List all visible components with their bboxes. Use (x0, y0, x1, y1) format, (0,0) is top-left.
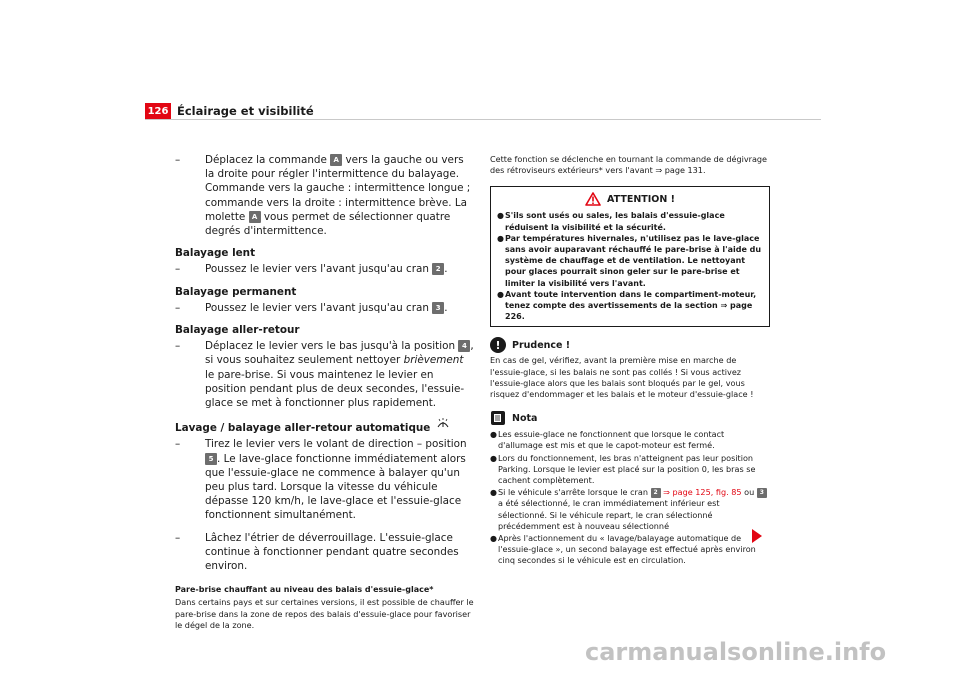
right-column (490, 154, 770, 568)
wiper-symbol-icon (437, 418, 449, 429)
list-item: ● Les essuie-glace ne fonctionnent que lorsque le contact d'allumage est mis et que le capot-moteur est fermé. (490, 429, 725, 451)
list-item: – Déplacez le levier vers le bas jusqu'à la position 4 , si vous souhaitez seulement nettoyer brièvement le pare-brise. Si vous maintenez le levier en position pendant plus de deux secondes, l'essuie-glace se met à fonctionner plus rapidement. (175, 340, 474, 410)
list-item: ● S'ils sont usés ou sales, les balais d'essuie-glace réduisent la visibilité et la sécurité. (497, 211, 725, 232)
note-icon (490, 410, 506, 426)
nota-heading: Nota (490, 410, 770, 426)
callout-a: A (249, 211, 261, 223)
list-item: – Poussez le levier vers l'avant jusqu'au cran 2 . (175, 263, 448, 276)
header-divider (145, 119, 821, 120)
left-column (175, 153, 475, 631)
list-item: – Déplacez la commande A vers la gauche ou vers la droite pour régler l'intermittence du balayage. Commande vers la gauche : intermittence longue ; commande vers la droite : intermittence brève. La molette A vous permet de sélectionner quatre degrés d'intermittence. (175, 154, 471, 238)
watermark: carmanualsonline.info (585, 638, 887, 666)
list-item: ● Après l'actionnement du « lavage/balayage automatique de l'essuie-glace », un second balayage est effectué après environ cinq secondes si le véhicule est en circulation. (490, 533, 756, 566)
paragraph: Dans certains pays et sur certaines versions, il est possible de chauffer le pare-brise dans la zone de repos des balais d'essuie-glace pour favoriser le dégel de la zone. (175, 597, 474, 630)
list-item: ● Par températures hivernales, n'utilisez pas le lave-glace sans avoir auparavant réchauffé le pare-brise à l'aide du système de chauffage et de ventilation. Le nettoyant pour glaces pourrait sinon geler sur le pare-brise et limiter la visibilité vers l'avant. (497, 233, 762, 288)
section-heading: Balayage permanent (175, 285, 297, 298)
list-item: ● Si le véhicule s'arrête lorsque le cran 2 ⇒ page 125, fig. 85 ou 3 a été sélectionné, le cran immédiatement inférieur est sélectionné. Si le véhicule repart, le cran sélectionné précédemment est à nouveau sélectionné (490, 487, 770, 532)
page-link[interactable]: ⇒ page 125, fig. 85 (663, 487, 742, 498)
page-number: 126 (145, 103, 171, 119)
section-heading: Pare-brise chauffant au niveau des balais d'essuie-glace* (175, 585, 434, 595)
prudence-heading: ! Prudence ! (490, 337, 770, 353)
list-item: ● Avant toute intervention dans le compartiment-moteur, tenez compte des avertissements de la section ⇒ page 226. (497, 289, 757, 322)
callout-2: 2 (651, 488, 661, 498)
intro-paragraph: Cette fonction se déclenche en tournant la commande de dégivrage des rétroviseurs extérieurs* vers l'avant ⇒ page 131. (490, 154, 768, 176)
attention-title: ATTENTION ! (607, 193, 675, 205)
callout-3: 3 (757, 488, 767, 498)
list-item: ● Lors du fonctionnement, les bras n'atteignent pas leur position Parking. Lorsque le levier est placé sur la position 0, les bras se cachent complètement. (490, 452, 756, 486)
list-item: – Lâchez l'étrier de déverrouillage. L'essuie-glace continue à fonctionner pendant quatre secondes environ. (175, 531, 459, 573)
page-title: Éclairage et visibilité (177, 104, 314, 118)
section-heading: Lavage / balayage aller-retour automatique (175, 418, 475, 435)
list-item: – Tirez le levier vers le volant de direction – position 5 . Le lave-glace fonctionne immédiatement alors que l'essuie-glace ne commence à balayer qu'un peu plus tard. Lorsque la vitesse du véhicule dépasse 120 km/h, le lave-glace et l'essuie-glace fonctionnent simultanément. (175, 438, 467, 522)
callout-3: 3 (432, 302, 444, 314)
callout-2: 2 (432, 263, 444, 275)
exclamation-icon: ! (490, 337, 506, 353)
section-heading: Balayage lent (175, 247, 256, 260)
section-heading: Balayage aller-retour (175, 324, 300, 337)
callout-a: A (330, 154, 342, 166)
callout-5: 5 (205, 453, 217, 465)
warning-triangle-icon (585, 192, 601, 206)
list-item: – Poussez le levier vers l'avant jusqu'au cran 3 . (175, 301, 448, 314)
callout-4: 4 (458, 340, 470, 352)
prudence-text: En cas de gel, vérifiez, avant la première mise en marche de l'essuie-glace, si les balais ne sont pas collés ! Si vous activez l'essuie-glace alors que les balais sont bloqués par le gel, vous risquez d'endommager et les balais et le moteur d'essuie-glace ! (490, 355, 754, 400)
attention-box (490, 186, 770, 327)
next-page-arrow-icon[interactable] (752, 529, 762, 543)
